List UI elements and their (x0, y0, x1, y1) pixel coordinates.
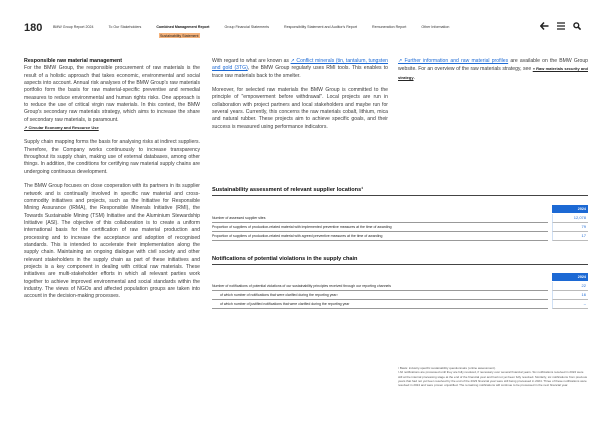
paragraph-text: With regard to what are known as (212, 58, 291, 64)
sub-tab-sustainability-statement[interactable]: Sustainability Statement (160, 33, 199, 38)
paragraph: The BMW Group focuses on close cooperation with its partners in its supplier network and is continually involved in specific raw material and cross-commodity initiatives and projects, such as the Initiative for Responsible Mining Assurance (IRMA), the Responsible Minerals Initiative (RMI), the Towards Sustainable Mining (TSM) Initiative and the Aluminium Stewardship Initiative (ASI). The objective of this collaboration is to create a uniform international basis for the certification of raw material production and processing and to increase the acceptance and adoption of recognised standards. This is intended to accelerate their implementation along the supply chain. Maintaining an ongoing dialogue with civil society and other relevant stakeholders in the supply chain as part of these initiatives and projects is a key component in dealing with critical raw materials. These initiatives are multi-stakeholder efforts in which all relevant parties work together to achieve improved environmental and social standards within the industry. The views of NGOs and affected population groups are taken into account in the decision-making processes. (24, 183, 200, 300)
row-value: 22 (552, 282, 588, 291)
table-title-supplier-assessment: Sustainability assessment of relevant supplier locations¹ (212, 187, 588, 196)
year-header: 2024 (552, 273, 588, 281)
footnote-2: ² All notifications are processed until they are fully resolved, if necessary over several financial years. Six notifications received in 2024 were still at the internal processing stage at the end of the financial year and had not yet been fully resolved. Similarly, six notifications from previous years that had not yet been resolved by the end of the 2023 financial year were still being processed in 2024. Three of these notifications were resolved in 2024 and were proven unjustified. The remaining notifications will continue to be processed in the next financial year. (398, 370, 588, 388)
paragraph-text: , the BMW Group regularly uses RMI tools. This enables to trace raw materials back to the smelter. (212, 65, 389, 79)
table-title-notifications: Notifications of potential violations in the supply chain (212, 256, 588, 265)
row-label: Proportion of suppliers of production-related material with implemented preventive measures at the time of awarding (212, 223, 548, 232)
raw-material-profiles-link[interactable]: ↗ Further information and raw material profiles (398, 58, 509, 64)
paragraph: Moreover, for selected raw materials the BMW Group is committed to the principle of "empowerment before withdrawal". Local projects are run in collaboration with project partners and local stakeholders and maybe run for several years. Currently, this concerns the raw materials cobalt, lithium, mica and natural rubber. These projects aim to achieve specific goals, and their success is measured using performance indicators. (212, 87, 388, 130)
table-row (212, 282, 588, 290)
search-icon[interactable] (573, 22, 581, 30)
paragraph-text: are available on the BMW Group website. For an overview of the raw materials strategy, see (398, 58, 588, 73)
notifications-table (212, 273, 588, 309)
row-value: 79 (552, 223, 588, 232)
circular-economy-link[interactable]: ↗ Circular Economy and Resource Use (24, 125, 99, 131)
nav-other-information[interactable]: Other Information (421, 25, 450, 29)
page-header (0, 0, 600, 44)
nav-group-financial-statements[interactable]: Group Financial Statements (224, 25, 269, 29)
raw-materials-strategy-link[interactable]: » Raw materials security and strategy (398, 66, 588, 80)
nav-combined-management-report[interactable]: Combined Management Report (156, 25, 210, 29)
row-value: 16 (552, 291, 588, 300)
page-number: 180 (24, 22, 43, 34)
row-label: Number of assessed supplier sites (212, 214, 548, 223)
row-value: 12,078 (552, 214, 588, 223)
top-navigation (53, 25, 464, 29)
table-row (212, 291, 588, 299)
footnote-1: ¹ Basis: industry-specific sustainability questionnaire (online assessment). (398, 366, 496, 370)
year-header: 2024 (552, 205, 588, 213)
header-icons (540, 22, 581, 30)
nav-to-our-stakeholders[interactable]: To Our Stakeholders (108, 25, 142, 29)
nav-bmw-group-report[interactable]: BMW Group Report 2024 (53, 25, 94, 29)
row-value: – (552, 300, 588, 309)
paragraph: Supply chain mapping forms the basis for analysing risks at indirect suppliers. Therefore, the Company works continuously to increase transparency throughout its supply chain, making use of external databases, among other things. In addition, the conditions for certifying raw material supply chains are undergoing continuous development. (24, 139, 200, 175)
table-row (212, 223, 588, 231)
conflict-minerals-link[interactable]: ↗ Conflict minerals (tin, tantalum, tungsten and gold (3TG) (212, 58, 389, 72)
table-row (212, 214, 588, 222)
paragraph: For the BMW Group, the responsible procurement of raw materials is the result of a holistic approach that takes economic, environmental and social aspects into account. Annual risk analyses of the BMW Group's raw materials portfolio form the basis for raw material-specific preventive and remedial measures to reduce environmental and human rights risks. One approach is to reduce the use of critical virgin raw materials. In this context, the BMW Group's secondary raw materials strategy, which aims to increase the share of secondary raw materials, is paramount. (24, 65, 200, 123)
table-row (212, 300, 588, 308)
supplier-assessment-table (212, 205, 588, 241)
table-row (212, 232, 588, 240)
row-label: of which number of justified notifications that were clarified during the reporting year (212, 300, 548, 309)
menu-icon[interactable] (557, 22, 565, 30)
row-label: Proportion of suppliers of production-related material with agreed preventive measures at the time of awarding (212, 232, 548, 241)
footnotes (398, 366, 588, 387)
section-heading: Responsible raw material management (24, 58, 123, 64)
row-label: of which number of notifications that were clarified during the reporting year² (212, 291, 548, 300)
nav-responsibility-statement[interactable]: Responsibility Statement and Auditor's Report (284, 25, 357, 29)
middle-column (212, 58, 388, 138)
row-value: 17 (552, 232, 588, 241)
nav-remuneration-report[interactable]: Remuneration Report (372, 25, 407, 29)
back-arrow-icon[interactable] (540, 22, 549, 30)
right-column (398, 58, 588, 89)
paragraph-text: . (413, 74, 415, 81)
left-column (24, 58, 200, 308)
row-label: Number of notifications of potential violations of our sustainability principles received through our reporting channels (212, 282, 548, 291)
